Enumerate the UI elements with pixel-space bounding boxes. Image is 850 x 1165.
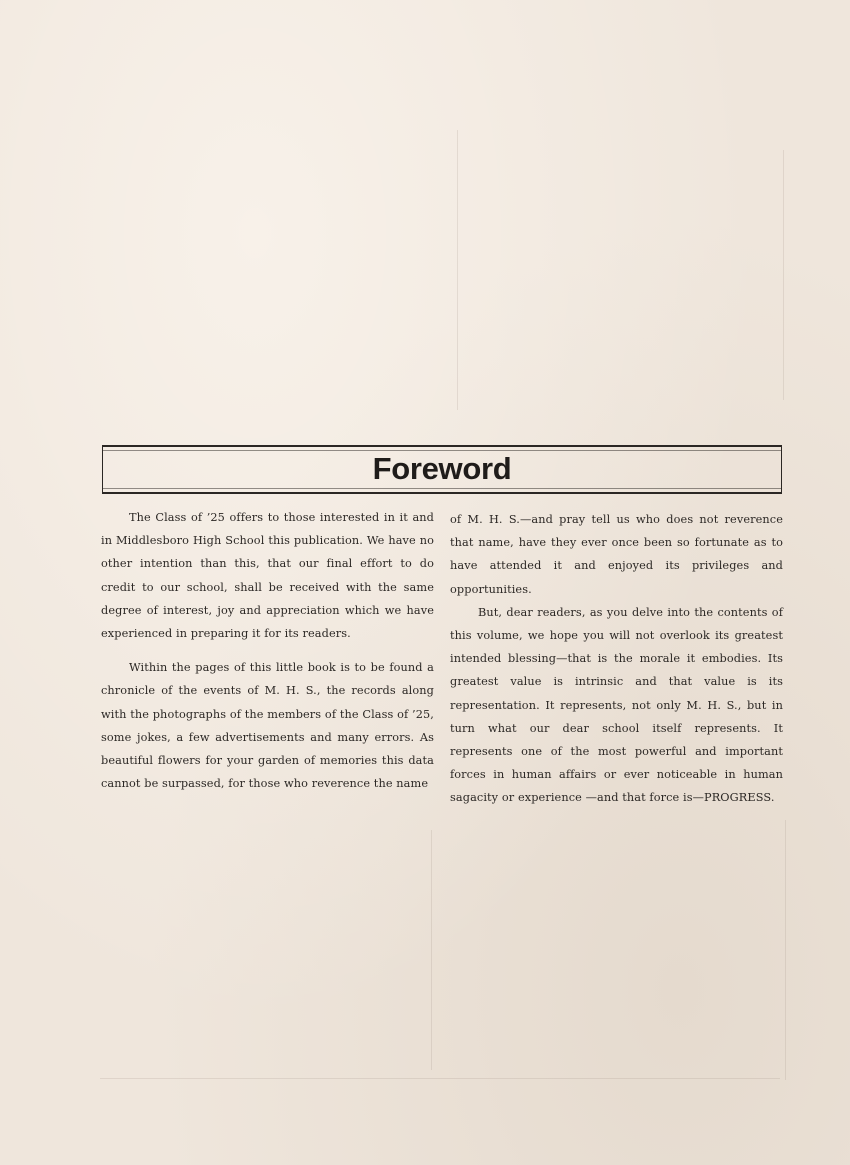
paragraph: But, dear readers, as you delve into the contents of this volume, we hope you will not overlook its greatest intended blessing—that is the morale it embodies. Its greatest value is intrinsic and that value is its representation. It represents, not only M. H. S., but in turn what our dear school itself represents. It represents one of the most powerful and important forces in human affairs or ever noticeable in human sagacity or experience —and that force is—PROGRESS.	[450, 605, 783, 805]
left-text-column	[101, 506, 434, 795]
show-through-line	[785, 820, 786, 1080]
paragraph: of M. H. S.—and pray tell us who does not reverence that name, have they ever once been so fortunate as to have attended it and enjoyed its privileges and opportunities.	[450, 513, 783, 596]
page-title: Foreword	[372, 451, 512, 486]
show-through-line	[457, 130, 458, 410]
show-through-line	[783, 150, 784, 400]
title-frame	[102, 445, 782, 494]
right-text-column	[450, 508, 783, 810]
show-through-line	[431, 830, 432, 1070]
show-through-line	[100, 1078, 780, 1079]
paragraph: Within the pages of this little book is to be found a chronicle of the events of M. H. S., the records along with the photographs of the members of the Class of ’25, some jokes, a few advertisements and many errors. As beautiful flowers for your garden of memories this data cannot be surpassed, for those who reverence the name	[101, 661, 434, 791]
paragraph: The Class of ’25 offers to those interested in it and in Middlesboro High School this publication. We have no other intention than this, that our final effort to do credit to our school, shall be received with the same degree of interest, joy and appreciation which we have experienced in preparing it for its readers.	[101, 511, 434, 641]
